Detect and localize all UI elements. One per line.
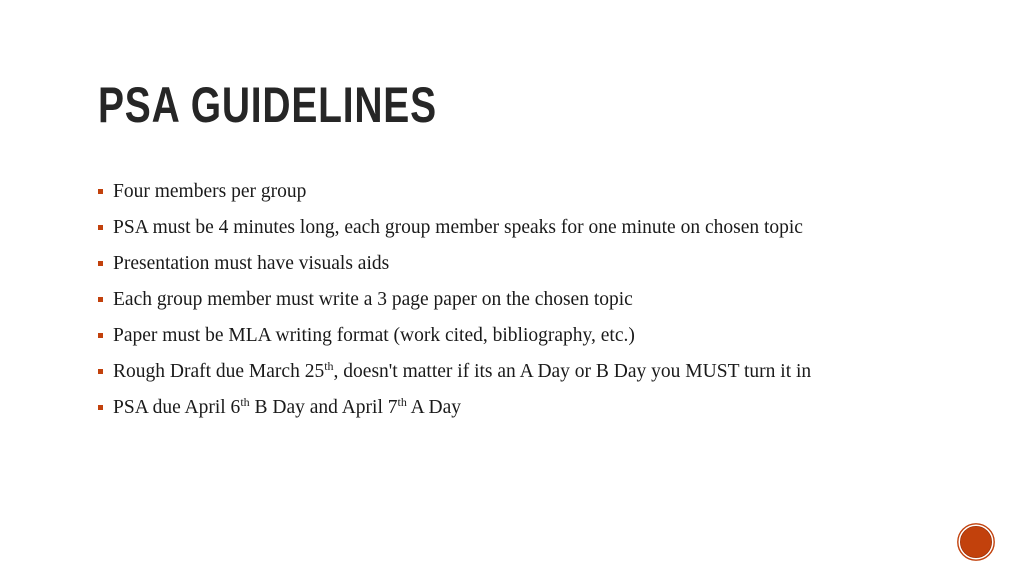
bullet-text-part: PSA due April 6 bbox=[113, 397, 241, 418]
bullet-square-icon bbox=[98, 189, 103, 194]
bullet-square-icon bbox=[98, 225, 103, 230]
bullet-text: Presentation must have visuals aids bbox=[113, 253, 390, 274]
bullet-text: Each group member must write a 3 page paper on the chosen topic bbox=[113, 289, 633, 310]
bullet-text bbox=[113, 397, 461, 418]
bullet-text-part: , doesn't matter if its an A Day or B Day you MUST turn it in bbox=[333, 361, 812, 382]
bullet-item bbox=[98, 396, 938, 420]
bullet-square-icon bbox=[98, 297, 103, 302]
bullet-text bbox=[113, 361, 811, 382]
circle-badge-icon bbox=[957, 523, 995, 561]
ordinal-suffix: th bbox=[397, 395, 407, 409]
bullet-list bbox=[98, 180, 938, 432]
bullet-text-part: A Day bbox=[406, 397, 462, 418]
bullet-square-icon bbox=[98, 369, 103, 374]
bullet-item bbox=[98, 216, 938, 240]
bullet-text: Paper must be MLA writing format (work cited, bibliography, etc.) bbox=[113, 325, 635, 346]
bullet-text: Four members per group bbox=[113, 181, 307, 202]
ordinal-suffix: th bbox=[240, 395, 250, 409]
bullet-text-part: B Day and April 7 bbox=[249, 397, 398, 418]
ordinal-suffix: th bbox=[324, 359, 334, 373]
slide-title: PSA GUIDELINES bbox=[98, 77, 437, 133]
bullet-square-icon bbox=[98, 333, 103, 338]
bullet-square-icon bbox=[98, 261, 103, 266]
bullet-item bbox=[98, 288, 938, 312]
bullet-item bbox=[98, 252, 938, 276]
bullet-text: PSA must be 4 minutes long, each group member speaks for one minute on chosen topic bbox=[113, 217, 803, 238]
bullet-square-icon bbox=[98, 405, 103, 410]
bullet-item bbox=[98, 180, 938, 204]
bullet-text-part: Rough Draft due March 25 bbox=[113, 361, 325, 382]
bullet-item bbox=[98, 360, 938, 384]
bullet-item bbox=[98, 324, 938, 348]
